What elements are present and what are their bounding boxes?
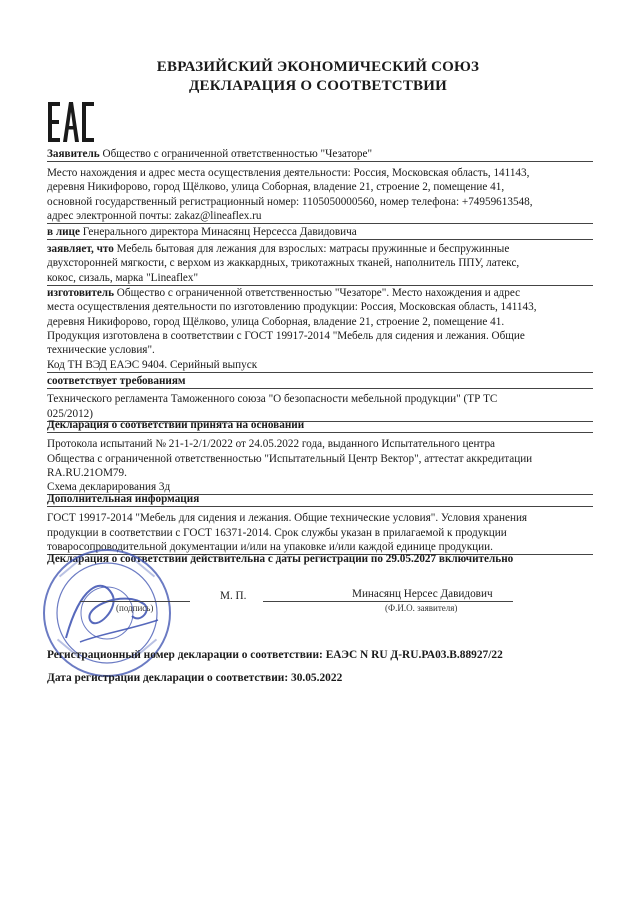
- signature-line: [80, 601, 190, 602]
- registration-number: ЕАЭС N RU Д-RU.РА03.В.88927/22: [325, 649, 503, 661]
- validity-label: Декларация о соответствии действительна с даты регистрации по: [47, 553, 383, 565]
- declares-line: кокос, сизаль, марка "Lineaflex": [47, 271, 593, 286]
- address-line: деревня Никифорово, город Щёлково, улица Соборная, владение 21, строение 2, помещение 41,: [47, 181, 505, 194]
- scheme-line: Схема декларирования 3д: [47, 480, 593, 495]
- additional-label: Дополнительная информация: [47, 492, 593, 507]
- declares-section: [47, 242, 593, 286]
- complies-section: [47, 374, 593, 422]
- manufacturer-line: места осуществления деятельности по изготовлению продукции: Россия, Московская область, 141143,: [47, 301, 537, 314]
- complies-label: соответствует требованиям: [47, 374, 593, 389]
- address-section: [47, 166, 593, 224]
- person-value: Генерального директора Минасянц Нерсесса Давидовича: [82, 226, 357, 238]
- document-header: [0, 58, 636, 96]
- registration-date-section: [47, 671, 593, 685]
- signature-caption: (подпись): [116, 603, 154, 613]
- declares-line: Мебель бытовая для лежания для взрослых: матрасы пружинные и беспружинные: [116, 243, 510, 255]
- seal-placeholder-mp: М. П.: [220, 590, 247, 602]
- additional-line: ГОСТ 19917-2014 "Мебель для сидения и лежания. Общие технические условия". Условия хранения: [47, 512, 528, 525]
- declares-line: двухсторонней мягкости, с верхом из жаккардных, трикотажных тканей, наполнитель ППУ, латекс,: [47, 257, 520, 270]
- basis-line: Общества с ограниченной ответственностью "Испытательный Центр Вектор", аттестат аккредитации: [47, 452, 533, 465]
- applicant-label: Заявитель: [47, 148, 100, 160]
- signatory-caption: (Ф.И.О. заявителя): [385, 603, 458, 613]
- registration-date-label: Дата регистрации декларации о соответствии:: [47, 672, 289, 684]
- manufacturer-section: [47, 286, 593, 357]
- basis-line: RA.RU.21OM79.: [47, 466, 127, 479]
- registration-number-label: Регистрационный номер декларации о соответствии:: [47, 649, 323, 661]
- additional-line: товаросопроводительной документации и/или на упаковке и/или каждой единице продукции.: [47, 540, 593, 555]
- additional-line: продукции в соответствии с ГОСТ 16371-2014. Срок службы указан в прилагаемой к продукции: [47, 526, 507, 539]
- manufacturer-line: технические условия".: [47, 344, 155, 357]
- basis-line: Протокола испытаний № 21-1-2/1/2022 от 24.05.2022 года, выданного Испытательного центра: [47, 438, 496, 451]
- address-line: Место нахождения и адрес места осуществления деятельности: Россия, Московская область, 141143,: [47, 167, 530, 179]
- header-union-title: ЕВРАЗИЙСКИЙ ЭКОНОМИЧЕСКИЙ СОЮЗ: [156, 59, 480, 75]
- person-section: [47, 225, 593, 240]
- validity-date: 29.05.2027 включительно: [385, 553, 514, 565]
- declares-label: заявляет, что: [47, 243, 114, 255]
- registration-number-section: [47, 648, 593, 662]
- manufacturer-line: Общество с ограниченной ответственностью "Чезаторе". Место нахождения и адрес: [116, 287, 521, 299]
- eac-logo-icon: [48, 100, 94, 144]
- complies-line: 025/2012): [47, 407, 593, 422]
- person-label: в лице: [47, 226, 80, 238]
- basis-section: [47, 418, 593, 495]
- manufacturer-line: деревня Никифорово, город Щёлково, улица Соборная, владение 21, строение 2, помещение 41.: [47, 315, 505, 328]
- basis-label: Декларация о соответствии принята на основании: [47, 418, 593, 433]
- address-email-line: адрес электронной почты: zakaz@lineaflex.ru: [47, 209, 593, 224]
- registration-date: 30.05.2022: [291, 672, 343, 684]
- tnved-code: Код ТН ВЭД ЕАЭС 9404. Серийный выпуск: [47, 358, 593, 373]
- complies-line: Технического регламента Таможенного союза "О безопасности мебельной продукции" (ТР ТС: [47, 393, 498, 406]
- code-section: [47, 358, 593, 373]
- name-line: [263, 601, 513, 602]
- applicant-value: Общество с ограниченной ответственностью "Чезаторе": [102, 148, 373, 160]
- address-line: основной государственный регистрационный номер: 1105050000560, номер телефона: +74959613548,: [47, 195, 533, 208]
- signatory-name: Минасянц Нерсес Давидович: [352, 588, 493, 600]
- header-declaration-title: ДЕКЛАРАЦИЯ О СООТВЕТСТВИИ: [189, 78, 447, 94]
- manufacturer-line: Продукция изготовлена в соответствии с ГОСТ 19917-2014 "Мебель для сидения и лежания. Общие: [47, 329, 525, 342]
- applicant-section: [47, 147, 593, 162]
- manufacturer-label: изготовитель: [47, 287, 114, 299]
